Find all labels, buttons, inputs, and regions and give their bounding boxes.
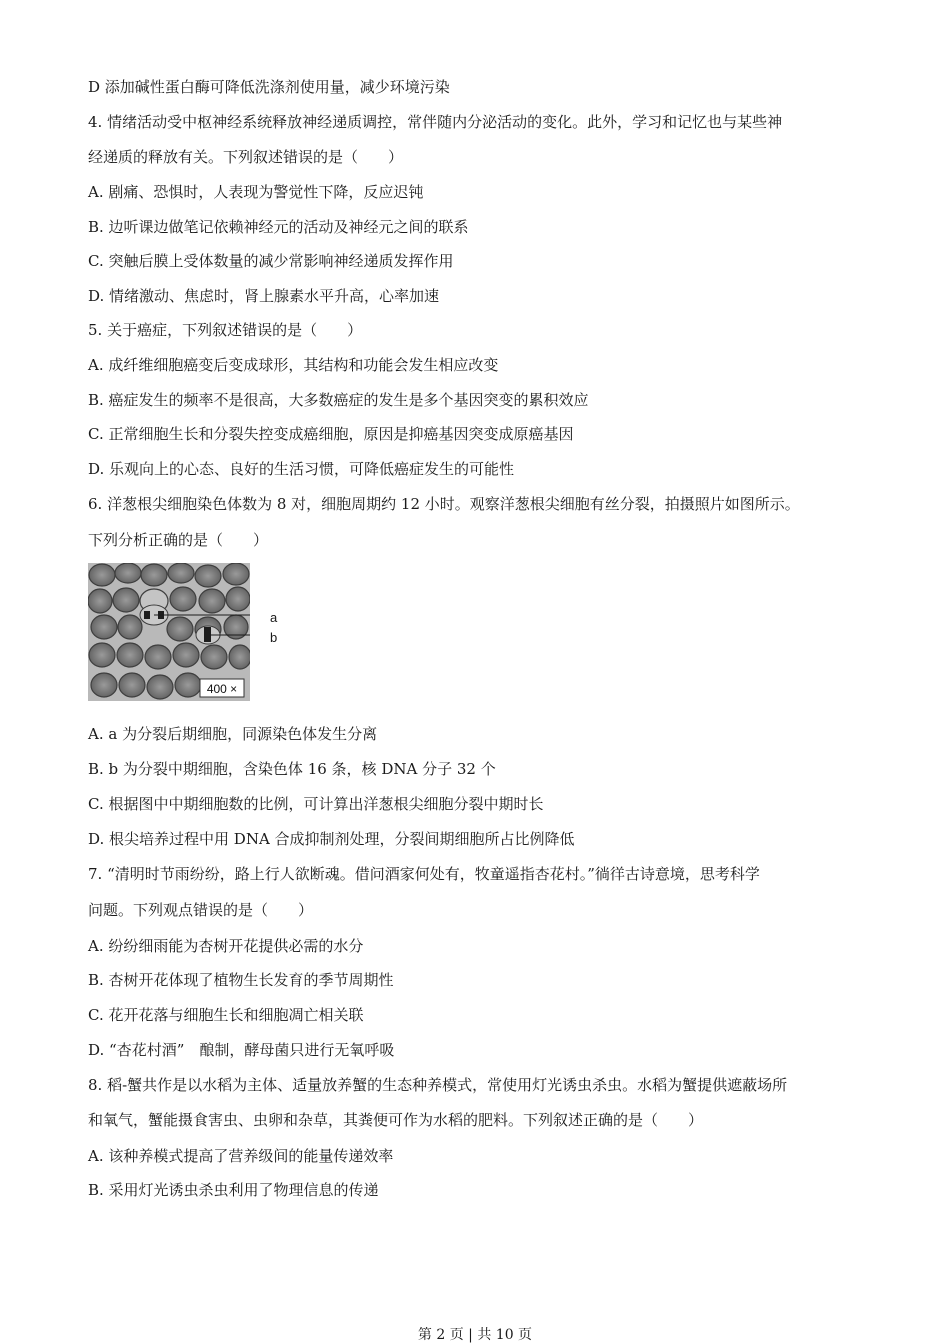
option-5c: C. 正常细胞生长和分裂失控变成癌细胞，原因是抑癌基因突变成原癌基因 bbox=[88, 425, 574, 443]
option-3d: D 添加碱性蛋白酶可降低洗涤剂使用量，减少环境污染 bbox=[88, 78, 450, 96]
micrograph-figure bbox=[88, 563, 250, 701]
magnification-label: 400 × bbox=[206, 682, 238, 696]
option-5a: A. 成纤维细胞癌变后变成球形，其结构和功能会发生相应改变 bbox=[88, 356, 499, 374]
question-8-stem: 8. 稻-蟹共作是以水稻为主体、适量放养蟹的生态种养模式，常使用灯光诱虫杀虫。水稻为蟹提供遮蔽场所 bbox=[88, 1076, 788, 1094]
option-7a: A. 纷纷细雨能为杏树开花提供必需的水分 bbox=[88, 937, 364, 955]
option-6c: C. 根据图中中期细胞数的比例，可计算出洋葱根尖细胞分裂中期时长 bbox=[88, 795, 544, 813]
option-4a: A. 剧痛、恐惧时，人表现为警觉性下降，反应迟钝 bbox=[88, 183, 424, 201]
option-6d: D. 根尖培养过程中用 DNA 合成抑制剂处理，分裂间期细胞所占比例降低 bbox=[88, 830, 575, 848]
page-footer: 第 2 页 | 共 10 页 bbox=[417, 1327, 533, 1343]
option-5b: B. 癌症发生的频率不是很高，大多数癌症的发生是多个基因突变的累积效应 bbox=[88, 391, 589, 409]
question-6-stem-cont: 下列分析正确的是（ ） bbox=[88, 531, 269, 549]
question-8-stem-cont: 和氧气，蟹能摄食害虫、虫卵和杂草，其粪便可作为水稻的肥料。下列叙述正确的是（ ） bbox=[88, 1111, 704, 1129]
question-7-stem: 7. “清明时节雨纷纷，路上行人欲断魂。借问酒家何处有，牧童遥指杏花村。”徜徉古诗意境，思考科学 bbox=[88, 865, 760, 883]
option-8b: B. 采用灯光诱虫杀虫利用了物理信息的传递 bbox=[88, 1181, 379, 1199]
option-8a: A. 该种养模式提高了营养级间的能量传递效率 bbox=[88, 1147, 394, 1165]
question-5-stem: 5. 关于癌症，下列叙述错误的是（ ） bbox=[88, 321, 363, 339]
option-6a: A. a 为分裂后期细胞，同源染色体发生分离 bbox=[88, 725, 378, 743]
option-7d: D. “杏花村酒” 酿制，酵母菌只进行无氧呼吸 bbox=[88, 1041, 395, 1059]
option-4d: D. 情绪激动、焦虑时，肾上腺素水平升高，心率加速 bbox=[88, 287, 440, 305]
option-4b: B. 边听课边做笔记依赖神经元的活动及神经元之间的联系 bbox=[88, 218, 469, 236]
option-4c: C. 突触后膜上受体数量的减少常影响神经递质发挥作用 bbox=[88, 252, 454, 270]
question-4-stem-cont: 经递质的释放有关。下列叙述错误的是（ ） bbox=[88, 148, 404, 166]
question-6-stem: 6. 洋葱根尖细胞染色体数为 8 对，细胞周期约 12 小时。观察洋葱根尖细胞有丝分裂，拍摄照片如图所示。 bbox=[88, 495, 800, 513]
option-5d: D. 乐观向上的心态、良好的生活习惯，可降低癌症发生的可能性 bbox=[88, 460, 515, 478]
option-7c: C. 花开花落与细胞生长和细胞凋亡相关联 bbox=[88, 1006, 364, 1024]
option-7b: B. 杏树开花体现了植物生长发育的季节周期性 bbox=[88, 971, 394, 989]
option-6b: B. b 为分裂中期细胞，含染色体 16 条，核 DNA 分子 32 个 bbox=[88, 760, 496, 778]
question-4-stem: 4. 情绪活动受中枢神经系统释放神经递质调控，常伴随内分泌活动的变化。此外，学习和记忆也与某些神 bbox=[88, 113, 783, 131]
figure-label-a: a bbox=[270, 610, 278, 625]
question-7-stem-cont: 问题。下列观点错误的是（ ） bbox=[88, 901, 314, 919]
figure-label-b: b bbox=[270, 630, 278, 645]
